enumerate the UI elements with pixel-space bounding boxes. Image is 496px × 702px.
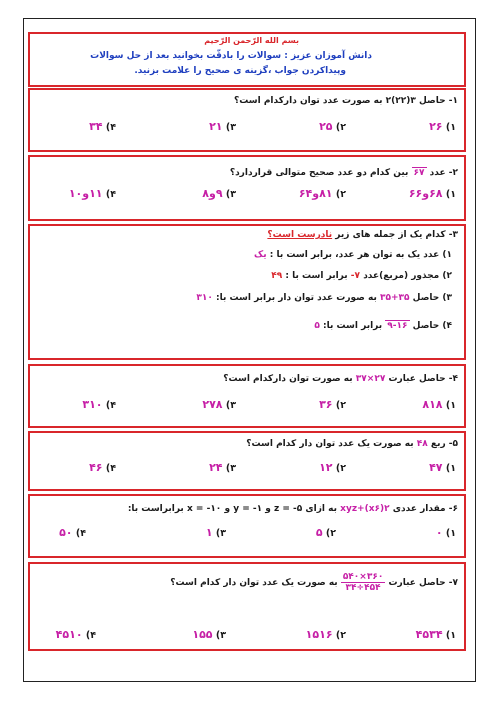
q5-option-3[interactable]: ۳) ۲۴ <box>209 461 236 474</box>
q7-option-3[interactable]: ۳) ۱۵۵ <box>192 628 226 641</box>
q3-statement-2[interactable]: ۲) مجذور (مربع)عدد ۷- برابر است با : ۴۹ <box>271 271 452 281</box>
q7-option-1[interactable]: ۱) ۴۵۳۴ <box>415 628 456 641</box>
q5-option-4[interactable]: ۴) ۴۶ <box>89 461 116 474</box>
q4-option-1[interactable]: ۱) ۸۱۸ <box>422 398 456 411</box>
q6-option-1[interactable]: ۱) ۰ <box>435 526 456 539</box>
question-1-text: ۱- حاصل ۳(۲۲)۲ به صورت عدد توان دارکدام است؟ <box>234 96 458 106</box>
q3-statement-4[interactable]: ۴) حاصل ۹-۱۶ برابر است با: ۵ <box>314 321 452 331</box>
q1-option-2[interactable]: ۲) ۲۵ <box>319 120 346 133</box>
instruction-line-1: دانش آموزان عزیز : سوالات را بادقّت بخوانید بعد از حل سوالات <box>90 51 372 61</box>
question-6-text: ۶- مقدار عددی xyz+(x۶)۲ به ازای ۵- = z و ۱- = y و ۱۰- = x برابراست با: <box>127 504 458 514</box>
question-7-text: ۷- حاصل عبارت $\frac{۳۶۰\times ۵۴۰}{۴۵۴\div ۳۴}$ به صورت یک عدد توان دار کدام است؟ <box>170 572 458 593</box>
q1-option-1[interactable]: ۱) ۲۶ <box>429 120 456 133</box>
q1-option-3[interactable]: ۳) ۲۱ <box>209 120 236 133</box>
q4-option-2[interactable]: ۲) ۳۶ <box>319 398 346 411</box>
question-2-text: ۲- عدد ۶۷ بین کدام دو عدد صحیح متوالی قراردارد؟ <box>229 168 458 178</box>
q6-option-2[interactable]: ۲) ۵ <box>315 526 336 539</box>
question-1-box <box>28 88 466 152</box>
question-6-box <box>28 494 466 558</box>
q3-statement-1[interactable]: ۱) عدد یک به توان هر عدد، برابر است با : یک <box>254 250 452 260</box>
question-5-text: ۵- ربع ۴۸ به صورت یک عدد توان دار کدام است؟ <box>246 439 458 449</box>
q2-option-3[interactable]: ۳) ۹و۸ <box>202 187 236 200</box>
sqrt-67: ۶۷ <box>413 168 425 178</box>
question-5-box <box>28 431 466 491</box>
header-box <box>28 32 466 87</box>
q7-option-4[interactable]: ۴) ۴۵۱۰ <box>55 628 96 641</box>
instruction-line-2: وپیداکردن جواب ،گزینه ی صحیح را علامت بزنید. <box>134 66 346 76</box>
question-2-box <box>28 155 466 221</box>
question-4-box <box>28 364 466 428</box>
q4-option-3[interactable]: ۳) ۲۷۸ <box>202 398 236 411</box>
q6-option-4[interactable]: ۴) ۵۰ <box>59 526 86 539</box>
q7-option-2[interactable]: ۲) ۱۵۱۶ <box>305 628 346 641</box>
q3-statement-3[interactable]: ۳) حاصل ۳۵+۳۵ به صورت عدد توان دار برابر است با: ۳۱۰ <box>196 293 452 303</box>
basmala: بسم الله الرّحمن الرّحیم <box>204 36 299 45</box>
question-4-text: ۴- حاصل عبارت ۲۷×۳۷ به صورت توان دارکدام است؟ <box>223 374 458 384</box>
question-3-box <box>28 224 466 360</box>
q4-option-4[interactable]: ۴) ۳۱۰ <box>82 398 116 411</box>
q6-option-3[interactable]: ۳) ۱ <box>205 526 226 539</box>
q5-option-1[interactable]: ۱) ۴۷ <box>429 461 456 474</box>
q1-option-4[interactable]: ۴) ۳۴ <box>89 120 116 133</box>
q2-option-1[interactable]: ۱) ۶۸و۶۶ <box>408 187 456 200</box>
question-7-box <box>28 562 466 651</box>
q2-option-4[interactable]: ۴) ۱۱و۱۰ <box>68 187 116 200</box>
q2-option-2[interactable]: ۲) ۸۱و۶۴ <box>298 187 346 200</box>
q5-option-2[interactable]: ۲) ۱۲ <box>319 461 346 474</box>
q7-fraction: $\frac{۳۶۰\times ۵۴۰}{۴۵۴\div ۳۴}$ <box>342 572 384 593</box>
question-3-text: ۳- کدام یک از جمله های زیر نادرست است؟ <box>267 230 458 240</box>
